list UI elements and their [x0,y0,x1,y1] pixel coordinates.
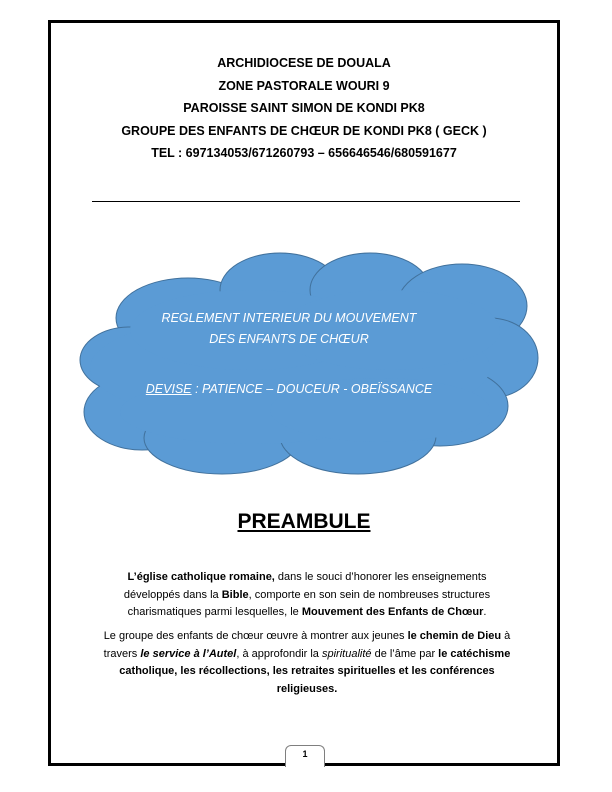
cloud-title-line2: DES ENFANTS DE CHŒUR [209,332,369,346]
phone-line: TEL : 697134053/671260793 – 656646546/680591677 [151,146,457,160]
p2-c: à travers [103,630,511,660]
preambule-title: PREAMBULE [237,510,371,533]
p2-h: le catéchisme catholique, les récollections, les retraites spirituelles et les conférences religieuses. [119,647,511,695]
p1-b: dans le souci d’honorer les enseignements développés dans la [123,571,487,601]
group-line: GROUPE DES ENFANTS DE CHŒUR DE KONDI PK8 ( GECK ) [121,123,487,138]
devise-text: : PATIENCE – DOUCEUR - OBEÏSSANCE [191,382,433,396]
archdiocese-line: ARCHIDIOCESE DE DOUALA [217,56,391,70]
cloud-title [120,308,458,350]
p1-c: Bible [221,588,249,601]
p1-e: Mouvement des Enfants de Chœur [301,606,484,618]
parish-line: PAROISSE SAINT SIMON DE KONDI PK8 [183,101,425,115]
preambule-paragraph-1 [98,569,516,622]
devise-label: DEVISE [145,382,192,396]
p2-a: Le groupe des enfants de chœur œuvre à montrer aux jeunes [103,630,408,642]
preambule-paragraph-2 [98,628,516,698]
p2-f: spiritualité [321,647,372,660]
p2-d: le service à l’Autel [140,647,237,660]
devise [120,382,458,396]
p2-b: le chemin de Dieu [407,630,502,642]
p1-a: L’église catholique romaine, [127,571,275,583]
p1-d: , comporte en son sein de nombreuses structures charismatiques parmi lesquelles, le [127,588,491,618]
page-number: 1 [302,749,308,759]
p2-g: de l’âme par [371,647,439,660]
pastoral-zone-line: ZONE PASTORALE WOURI 9 [218,78,390,93]
cloud-title-line1: REGLEMENT INTERIEUR DU MOUVEMENT [161,311,417,325]
p2-e: , à approfondir la [236,647,322,660]
p1-f: . [483,606,487,618]
